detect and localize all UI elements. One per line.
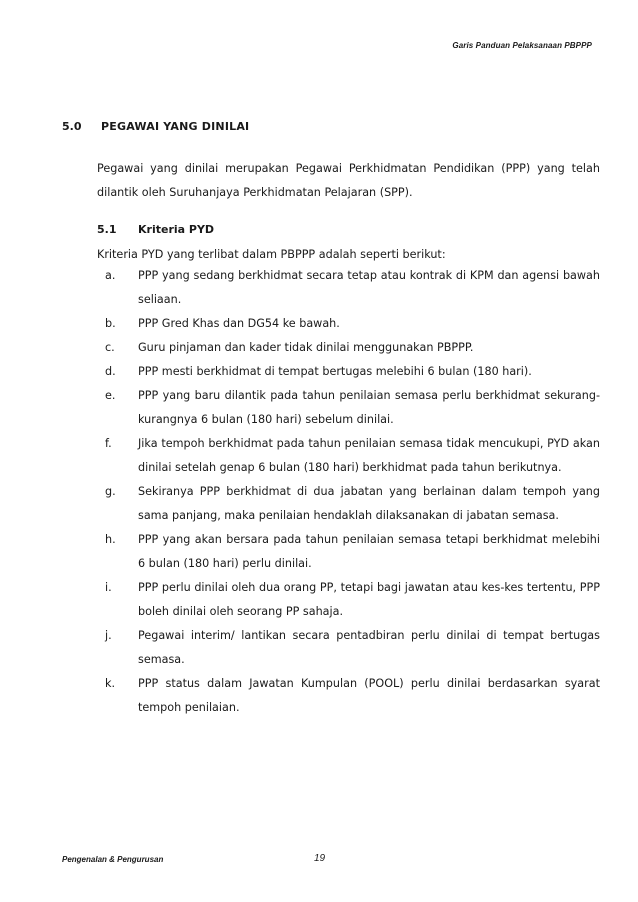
list-item-text: PPP mesti berkhidmat di tempat bertugas melebihi 6 bulan (180 hari). — [138, 365, 532, 378]
list-marker: g. — [105, 485, 116, 498]
list-marker: h. — [105, 533, 116, 546]
list-item-text: PPP yang akan bersara pada tahun penilaian semasa tetapi berkhidmat melebihi 6 bulan (180 hari) perlu dinilai. — [138, 533, 600, 570]
list-item — [97, 672, 600, 720]
running-header: Garis Panduan Pelaksanaan PBPPP — [452, 41, 592, 50]
list-item — [97, 336, 600, 360]
list-item-text: PPP status dalam Jawatan Kumpulan (POOL) perlu dinilai berdasarkan syarat tempoh penilaian. — [138, 677, 600, 714]
section-title: PEGAWAI YANG DINILAI — [101, 120, 250, 133]
list-item-text: PPP Gred Khas dan DG54 ke bawah. — [138, 317, 340, 330]
list-item — [97, 480, 600, 528]
list-marker: b. — [105, 317, 116, 330]
section-intro: Pegawai yang dinilai merupakan Pegawai Perkhidmatan Pendidikan (PPP) yang telah dilantik oleh Suruhanjaya Perkhidmatan Pelajaran (SPP). — [97, 162, 600, 199]
list-item — [97, 576, 600, 624]
list-item — [97, 528, 600, 576]
page-number: 19 — [314, 853, 326, 864]
list-marker: i. — [105, 581, 112, 594]
list-item — [97, 624, 600, 672]
list-marker: k. — [105, 677, 116, 690]
list-item-text: Guru pinjaman dan kader tidak dinilai menggunakan PBPPP. — [138, 341, 474, 354]
list-marker: j. — [105, 629, 112, 642]
list-marker: d. — [105, 365, 116, 378]
subsection-number: 5.1 — [97, 223, 117, 236]
list-marker: f. — [105, 437, 112, 450]
list-marker: c. — [105, 341, 115, 354]
list-item-text: PPP yang baru dilantik pada tahun penilaian semasa perlu berkhidmat sekurang-kurangnya 6 bulan (180 hari) sebelum dinilai. — [138, 389, 600, 426]
list-item — [97, 432, 600, 480]
list-item-text: PPP yang sedang berkhidmat secara tetap atau kontrak di KPM dan agensi bawah seliaan. — [138, 269, 600, 306]
list-item-text: Sekiranya PPP berkhidmat di dua jabatan yang berlainan dalam tempoh yang sama panjang, maka penilaian hendaklah dilaksanakan di jabatan semasa. — [138, 485, 600, 522]
list-item-text: Jika tempoh berkhidmat pada tahun penilaian semasa tidak mencukupi, PYD akan dinilai setelah genap 6 bulan (180 hari) berkhidmat pada tahun berikutnya. — [138, 437, 600, 474]
criteria-list — [97, 264, 600, 720]
list-marker: a. — [105, 269, 116, 282]
list-marker: e. — [105, 389, 116, 402]
criteria-lead: Kriteria PYD yang terlibat dalam PBPPP adalah seperti berikut: — [97, 248, 446, 261]
list-item — [97, 360, 600, 384]
subsection-title: Kriteria PYD — [138, 223, 215, 236]
running-footer: Pengenalan & Pengurusan — [62, 855, 164, 864]
list-item — [97, 312, 600, 336]
list-item-text: Pegawai interim/ lantikan secara pentadbiran perlu dinilai di tempat bertugas semasa. — [138, 629, 600, 666]
list-item — [97, 384, 600, 432]
section-number: 5.0 — [62, 120, 82, 133]
list-item-text: PPP perlu dinilai oleh dua orang PP, tetapi bagi jawatan atau kes-kes tertentu, PPP boleh dinilai oleh seorang PP sahaja. — [138, 581, 600, 618]
list-item — [97, 264, 600, 312]
